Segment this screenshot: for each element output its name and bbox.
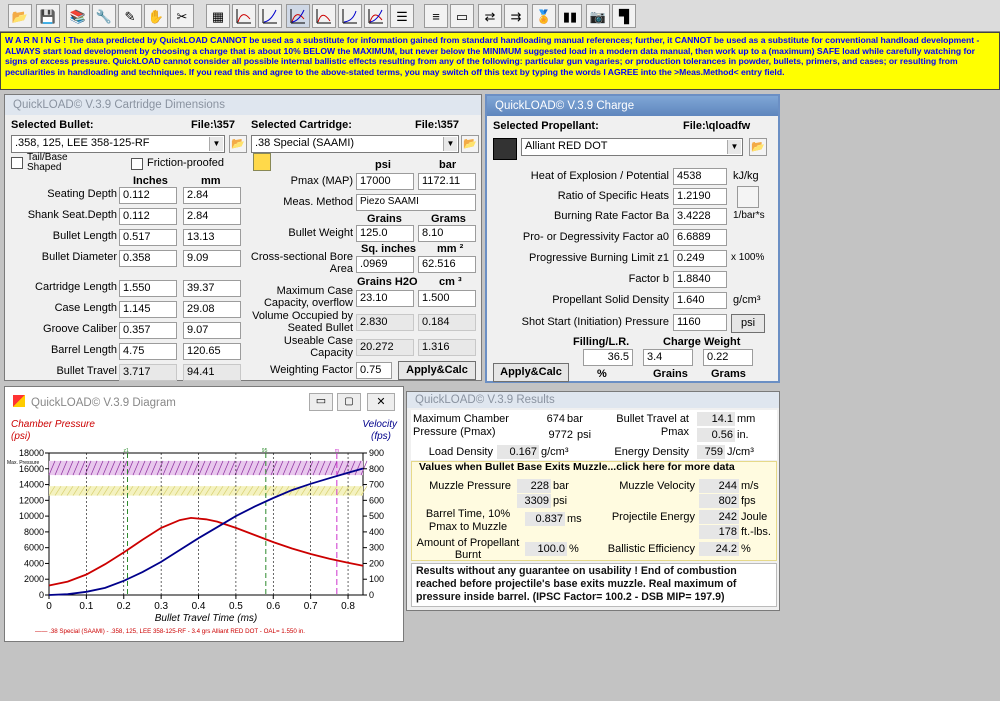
load-density-value: 0.167 xyxy=(497,445,539,459)
max-case-capacity-label: Maximum Case Capacity, overflow xyxy=(263,285,353,309)
barrel-time-unit: ms xyxy=(567,513,582,525)
shank-seat-depth-in-input[interactable]: 0.112 xyxy=(119,208,177,225)
chart-list-icon[interactable]: ☰ xyxy=(390,4,414,28)
selected-bullet-label: Selected Bullet: xyxy=(11,119,94,131)
chevron-down-icon[interactable]: ▼ xyxy=(443,137,457,151)
case-length-mm-input[interactable]: 29.08 xyxy=(183,301,241,318)
charge-weight-header: Charge Weight xyxy=(663,336,741,348)
cm3-header: cm ³ xyxy=(439,276,462,288)
propellant-file: File:\qloadfw xyxy=(683,120,751,132)
burning-limit-label: Progressive Burning Limit z1 xyxy=(528,252,669,264)
cartridge-icon[interactable] xyxy=(253,153,271,171)
y-tick-label: 4000 xyxy=(23,558,44,569)
medal-icon[interactable]: 🏅 xyxy=(532,4,556,28)
y-tick-label: 18000 xyxy=(18,448,44,458)
bullet-diameter-in-input[interactable]: 0.358 xyxy=(119,250,177,267)
useable-capacity-label: Useable Case Capacity xyxy=(283,335,353,359)
mv-fps-value: 802 xyxy=(699,494,739,508)
chart-velocity-icon[interactable] xyxy=(258,4,282,28)
chart-time-icon[interactable] xyxy=(364,4,388,28)
max-pressure-label: Max. Pressure xyxy=(7,459,40,466)
y2-tick-label: 800 xyxy=(369,463,385,474)
z1-marker-label: z1 xyxy=(123,448,129,454)
charge-weight-gr-input[interactable]: 3.4 xyxy=(643,349,693,366)
text-icon[interactable]: ▭ xyxy=(450,4,474,28)
tail-base-label: Tail/Base Shaped xyxy=(27,152,68,173)
minimize-icon[interactable]: ▭ xyxy=(309,393,333,411)
calculator-icon[interactable] xyxy=(737,186,759,208)
pistol-icon[interactable]: ▜ xyxy=(612,4,636,28)
grains-unit: Grains xyxy=(653,368,688,380)
barrel-time-label: Barrel Time, 10% Pmax to Muzzle xyxy=(425,508,511,533)
selected-cartridge-label: Selected Cartridge: xyxy=(251,119,352,131)
degressivity-input[interactable]: 6.6889 xyxy=(673,229,727,246)
chevron-down-icon[interactable]: ▼ xyxy=(727,140,741,154)
cartridge-select[interactable] xyxy=(251,135,459,153)
book-icon[interactable]: 📚 xyxy=(66,4,90,28)
groove-caliber-label: Groove Caliber xyxy=(43,323,117,335)
btp-in-unit: in. xyxy=(737,429,749,441)
mp-psi-unit: psi xyxy=(553,495,568,507)
propellant-select[interactable] xyxy=(521,138,743,156)
burn95-marker-label: 95 xyxy=(261,448,268,454)
barrel-time-value: 0.837 xyxy=(525,512,565,526)
pmax-label: Pmax (MAP) xyxy=(290,175,353,187)
window-title: QuickLOAD© V.3.9 Results xyxy=(407,392,779,408)
volume-bullet-cm3-value: 0.184 xyxy=(418,314,476,331)
filling-header: Filling/L.R. xyxy=(573,336,630,348)
mv-ms-unit: m/s xyxy=(741,480,759,492)
results-note: Results without any guarantee on usability ! End of combustion reached before projectile's base exits muzzle. Real maximum of pressure inside barrel. (IPSC Factor= 100.2 - DSB MIP= 197.9) xyxy=(411,563,777,607)
solid-density-input[interactable]: 1.640 xyxy=(673,292,727,309)
x-tick-label: 0.3 xyxy=(154,601,169,612)
mm2-header: mm ² xyxy=(437,243,464,255)
mcp-psi-value: 9772 xyxy=(517,428,575,442)
shank-seat-depth-label: Shank Seat.Depth xyxy=(27,209,117,221)
x-tick-label: 0.2 xyxy=(116,601,131,612)
filling-input[interactable]: 36.5 xyxy=(583,349,633,366)
bullet-travel-pmax-label: Bullet Travel at Pmax xyxy=(616,413,689,438)
ballistic-efficiency-value: 24.2 xyxy=(699,542,739,556)
app-icon xyxy=(13,395,25,407)
y2-tick-label: 0 xyxy=(369,590,375,600)
bullet-weight-gr-input[interactable]: 125.0 xyxy=(356,225,414,242)
factor-b-input[interactable]: 1.8840 xyxy=(673,271,727,288)
y-tick-label: 2000 xyxy=(23,574,44,585)
chart-pressure-icon[interactable] xyxy=(232,4,256,28)
muzzle-marker-label: m xyxy=(334,448,340,454)
case-length-label: Case Length xyxy=(54,302,117,314)
max-case-capacity-cm3-input[interactable]: 1.500 xyxy=(418,290,476,307)
bore-area-label: Cross-sectional Bore Area xyxy=(250,251,353,275)
bullet-edit-icon[interactable]: ✎ xyxy=(118,4,142,28)
cartridge-folder-icon[interactable]: 📂 xyxy=(461,135,479,153)
case-length-in-input[interactable]: 1.145 xyxy=(119,301,177,318)
gear-icon[interactable]: ✂ xyxy=(170,4,194,28)
grains-header: Grains xyxy=(367,213,402,225)
barrel-length-mm-input[interactable]: 120.65 xyxy=(183,343,241,360)
table-icon[interactable]: ▦ xyxy=(206,4,230,28)
shot-start-label: Shot Start (Initiation) Pressure xyxy=(521,316,669,328)
left-axis-unit: (psi) xyxy=(11,431,31,442)
seating-depth-mm-input[interactable]: 2.84 xyxy=(183,187,241,204)
tail-base-checkbox[interactable] xyxy=(11,157,23,169)
specific-heats-label: Ratio of Specific Heats xyxy=(557,190,669,202)
burning-limit-input[interactable]: 0.249 xyxy=(673,250,727,267)
shank-seat-depth-mm-input[interactable]: 2.84 xyxy=(183,208,241,225)
bullet-diameter-mm-input[interactable]: 9.09 xyxy=(183,250,241,267)
mp-bar-unit: bar xyxy=(553,480,569,492)
bullet-travel-label: Bullet Travel xyxy=(56,365,117,377)
camera-icon[interactable]: 📷 xyxy=(586,4,610,28)
mcp-psi-unit: psi xyxy=(577,429,592,441)
pe-joule-unit: Joule xyxy=(741,511,768,523)
y2-tick-label: 100 xyxy=(369,574,385,585)
muzzle-velocity-label: Muzzle Velocity xyxy=(619,480,695,492)
energy-density-unit: J/cm³ xyxy=(727,446,754,458)
useable-capacity-cm3-value: 1.316 xyxy=(418,339,476,356)
pe-joule-value: 242 xyxy=(699,510,739,524)
bullet-length-mm-input[interactable]: 13.13 xyxy=(183,229,241,246)
bullet-select[interactable] xyxy=(11,135,225,153)
pe-ftlbs-value: 178 xyxy=(699,525,739,539)
burning-rate-unit: 1/bar*s xyxy=(733,210,765,221)
bullet-weight-label: Bullet Weight xyxy=(288,227,353,239)
y2-tick-label: 900 xyxy=(369,448,385,458)
chart-efficiency-icon[interactable] xyxy=(312,4,336,28)
projectile-energy-label: Projectile Energy xyxy=(611,511,695,523)
friction-proofed-checkbox[interactable] xyxy=(131,158,143,170)
friction-proofed-label: Friction-proofed xyxy=(147,157,225,169)
bullet-travel-in-value: 3.717 xyxy=(119,364,177,381)
propellant-select-value: Alliant RED DOT xyxy=(525,140,608,152)
degressivity-label: Pro- or Degressivity Factor a0 xyxy=(522,231,669,243)
y-tick-label: 8000 xyxy=(23,526,44,537)
bullet-length-label: Bullet Length xyxy=(52,230,117,242)
y-tick-label: 12000 xyxy=(18,495,44,506)
gun-icon[interactable]: 🔧 xyxy=(92,4,116,28)
grams-unit: Grams xyxy=(711,368,746,380)
cartridge-length-in-input[interactable]: 1.550 xyxy=(119,280,177,297)
solid-density-label: Propellant Solid Density xyxy=(552,294,669,306)
mm-header: mm xyxy=(201,175,221,187)
seating-depth-label: Seating Depth xyxy=(47,188,117,200)
bore-area-in-input[interactable]: .0969 xyxy=(356,256,414,273)
warning-banner: W A R N I N G ! The data predicted by QuickLOAD CANNOT be used as a substitute for information gained from standard handloading manual references; further, it CANNOT be used as a substitute for conventional handload development - ALWAYS start load development by choosing a charge that is about 10% BELOW the MAXIMUM, but never below the MINIMUM suggested load in a modern data manual, then work up to a (maximum) SAFE load while carefully watching for signs of excess pressure. QuickLOAD cannot consider all possible internal ballistic effects resulting from any of the following: particular gun vagaries; or production tolerances in powder, bullets, primers, and cases; or resulting from peculiarities in handloading and techniques. If you read this and agree to the above-stated terms, you may switch off this text by typing the words I AGREE into the >Meas.Method< entry field. xyxy=(0,32,1000,90)
powder-icon xyxy=(493,138,517,160)
filling-unit: % xyxy=(597,368,607,380)
diagram-titlebar xyxy=(5,387,403,417)
save-icon[interactable]: 💾 xyxy=(36,4,60,28)
bullet-travel-mm-value: 94.41 xyxy=(183,364,241,381)
inches-header: Inches xyxy=(133,175,168,187)
compare-icon[interactable]: ⇉ xyxy=(504,4,528,28)
x-tick-label: 0.1 xyxy=(79,601,94,612)
shot-start-unit-button[interactable]: psi xyxy=(731,314,765,333)
pmax-bar-input[interactable]: 1172.11 xyxy=(418,173,476,190)
results-window xyxy=(406,391,780,611)
load-density-unit: g/cm³ xyxy=(541,446,569,458)
bullet-length-in-input[interactable]: 0.517 xyxy=(119,229,177,246)
bullet-file: File:\357 xyxy=(191,119,236,131)
apply-calc-button[interactable]: Apply&Calc xyxy=(493,363,569,382)
cartridge-select-value: .38 Special (SAAMI) xyxy=(255,137,355,149)
propellant-burnt-unit: % xyxy=(569,543,579,555)
apply-calc-button[interactable]: Apply&Calc xyxy=(398,361,476,380)
burning-rate-input[interactable]: 3.4228 xyxy=(673,208,727,225)
meas-method-label: Meas. Method xyxy=(283,196,353,208)
chart-burn-icon[interactable] xyxy=(338,4,362,28)
powder-icon[interactable]: ✋ xyxy=(144,4,168,28)
useable-capacity-gr-value: 20.272 xyxy=(356,339,414,356)
charge-window xyxy=(485,94,780,383)
cartridge-file: File:\357 xyxy=(415,119,460,131)
solid-density-unit: g/cm³ xyxy=(733,294,761,306)
right-axis-title: Velocity xyxy=(362,419,397,430)
window-title: QuickLOAD© V.3.9 Charge xyxy=(487,96,778,116)
btp-mm-unit: mm xyxy=(737,413,756,425)
energy-density-label: Energy Density xyxy=(614,446,689,458)
cartridge-dimensions-window xyxy=(4,94,482,381)
muzzle-exit-header[interactable]: Values when Bullet Base Exits Muzzle...click here for more data xyxy=(419,461,735,473)
ballistic-efficiency-unit: % xyxy=(741,543,751,555)
groove-caliber-in-input[interactable]: 0.357 xyxy=(119,322,177,339)
mp-bar-value: 228 xyxy=(517,479,551,493)
weighting-factor-input[interactable]: 0.75 xyxy=(356,362,392,379)
meas-method-input[interactable]: Piezo SAAMI xyxy=(356,194,476,211)
bar-header: bar xyxy=(439,159,457,171)
factor-b-label: Factor b xyxy=(628,273,669,285)
x-tick-label: 0.8 xyxy=(341,601,356,612)
selected-propellant-label: Selected Propellant: xyxy=(493,120,599,132)
folder-open-icon[interactable]: 📂 xyxy=(8,4,32,28)
list-icon[interactable]: ≡ xyxy=(424,4,448,28)
bullet-select-value: .358, 125, LEE 358-125-RF xyxy=(15,137,150,149)
volume-bullet-label: Volume Occupied by Seated Bullet xyxy=(252,310,353,334)
bullet-weight-g-input[interactable]: 8.10 xyxy=(418,225,476,242)
seating-depth-in-input[interactable]: 0.112 xyxy=(119,187,177,204)
pressure-velocity-chart xyxy=(5,417,403,641)
left-axis-title: Chamber Pressure xyxy=(11,419,95,430)
sq-inches-header: Sq. inches xyxy=(361,243,417,255)
grams-header: Grams xyxy=(431,213,466,225)
window-title: QuickLOAD© V.3.9 Cartridge Dimensions xyxy=(5,95,481,115)
energy-density-value: 759 xyxy=(697,445,725,459)
close-icon[interactable]: ✕ xyxy=(367,393,395,411)
y-tick-label: 6000 xyxy=(23,542,44,553)
barrel-length-label: Barrel Length xyxy=(50,344,117,356)
transfer-icon[interactable]: ⇄ xyxy=(478,4,502,28)
mv-fps-unit: fps xyxy=(741,495,756,507)
bore-area-mm-input[interactable]: 62.516 xyxy=(418,256,476,273)
charge-weight-g-input[interactable]: 0.22 xyxy=(703,349,753,366)
burning-limit-unit: x 100% xyxy=(731,252,765,263)
max-chamber-pressure-label: Maximum Chamber Pressure (Pmax) xyxy=(413,413,509,438)
x-tick-label: 0.5 xyxy=(228,601,243,612)
x-axis-title: Bullet Travel Time (ms) xyxy=(154,613,258,624)
load-density-label: Load Density xyxy=(428,446,493,458)
pmax-psi-input[interactable]: 17000 xyxy=(356,173,414,190)
mv-ms-value: 244 xyxy=(699,479,739,493)
window-title: QuickLOAD© V.3.9 Diagram xyxy=(31,397,176,409)
specific-heats-input[interactable]: 1.2190 xyxy=(673,188,727,205)
y2-tick-label: 700 xyxy=(369,479,385,490)
barrel-length-in-input[interactable]: 4.75 xyxy=(119,343,177,360)
y2-tick-label: 200 xyxy=(369,558,385,569)
chart-energy-icon[interactable] xyxy=(286,4,310,28)
weighting-factor-label: Weighting Factor xyxy=(270,364,353,376)
chart-legend: —— .38 Special (SAAMI) - .358, 125, LEE 358-125-RF - 3.4 grs Alliant RED DOT - OAL= 1.550 in. xyxy=(35,628,306,635)
btp-in-value: 0.56 xyxy=(697,428,735,442)
propellant-folder-icon[interactable]: 📂 xyxy=(749,138,767,156)
y2-tick-label: 300 xyxy=(369,542,385,553)
y-tick-label: 10000 xyxy=(18,511,44,522)
y2-tick-label: 400 xyxy=(369,526,385,537)
maximize-icon[interactable]: ▢ xyxy=(337,393,361,411)
pe-ftlbs-unit: ft.-lbs. xyxy=(741,526,771,538)
y-tick-label: 14000 xyxy=(18,479,44,490)
grains-h2o-header: Grains H2O xyxy=(357,276,418,288)
heat-explosion-label: Heat of Explosion / Potential xyxy=(530,170,669,182)
y2-tick-label: 500 xyxy=(369,511,385,522)
burning-rate-label: Burning Rate Factor Ba xyxy=(554,210,669,222)
x-tick-label: 0.7 xyxy=(303,601,318,612)
heat-explosion-unit: kJ/kg xyxy=(733,170,759,182)
btp-mm-value: 14.1 xyxy=(697,412,735,426)
ballistic-efficiency-label: Ballistic Efficiency xyxy=(607,543,695,555)
mp-psi-value: 3309 xyxy=(517,494,551,508)
cartridge-length-mm-input[interactable]: 39.37 xyxy=(183,280,241,297)
volume-bullet-gr-value: 2.830 xyxy=(356,314,414,331)
x-tick-label: 0 xyxy=(46,601,52,612)
y-tick-label: 16000 xyxy=(18,463,44,474)
y-tick-label: 0 xyxy=(38,590,44,600)
x-tick-label: 0.6 xyxy=(266,601,281,612)
bullet-folder-icon[interactable]: 📂 xyxy=(229,135,247,153)
muzzle-pressure-label: Muzzle Pressure xyxy=(429,480,511,492)
mcp-bar-value: 674 xyxy=(546,413,565,425)
propellant-burnt-value: 100.0 xyxy=(525,542,567,556)
diagram-window xyxy=(4,386,404,642)
psi-header: psi xyxy=(375,159,391,171)
mcp-bar-unit: bar xyxy=(567,413,583,425)
bullet-diameter-label: Bullet Diameter xyxy=(41,251,117,263)
heat-explosion-input[interactable]: 4538 xyxy=(673,168,727,185)
y2-tick-label: 600 xyxy=(369,495,385,506)
chevron-down-icon[interactable]: ▼ xyxy=(209,137,223,151)
toolbar xyxy=(0,0,1000,32)
max-case-capacity-gr-input[interactable]: 23.10 xyxy=(356,290,414,307)
propellant-burnt-label: Amount of Propellant Burnt xyxy=(416,537,520,561)
shot-start-input[interactable]: 1160 xyxy=(673,314,727,331)
cartridge-icon[interactable]: ▮▮ xyxy=(558,4,582,28)
cartridge-length-label: Cartridge Length xyxy=(35,281,117,293)
groove-caliber-mm-input[interactable]: 9.07 xyxy=(183,322,241,339)
x-tick-label: 0.4 xyxy=(191,601,206,612)
right-axis-unit: (fps) xyxy=(371,431,391,442)
